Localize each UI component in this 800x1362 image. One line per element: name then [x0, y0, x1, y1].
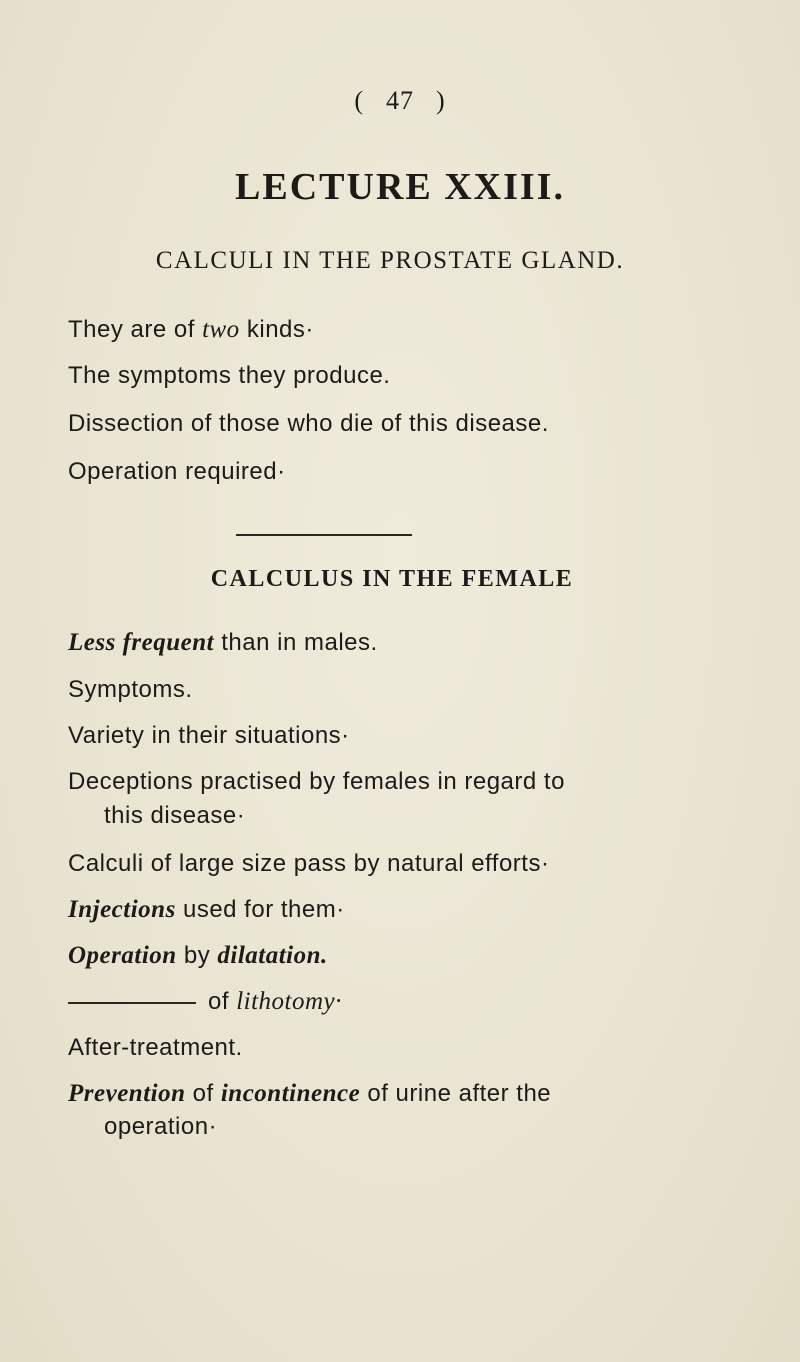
- page-number: ( 47 ): [354, 86, 446, 115]
- topic-line: Deceptions practised by females in regard to: [68, 768, 565, 795]
- topic-line: Prevention of incontinence of urine after the: [68, 1080, 552, 1107]
- topic-line: Less frequent than in males.: [68, 629, 378, 656]
- ditto-dash: [68, 1002, 196, 1004]
- section-divider: [236, 534, 412, 536]
- section-heading-prostate: CALCULI IN THE PROSTATE GLAND.: [155, 247, 625, 274]
- topic-line: Variety in their situations·: [68, 722, 350, 749]
- topic-line: Symptoms.: [68, 676, 193, 703]
- topic-line: Injections used for them·: [68, 896, 345, 923]
- section-heading-female: CALCULUS IN THE FEMALE: [210, 566, 574, 592]
- topic-line: Operation required·: [68, 458, 286, 485]
- topic-line: The symptoms they produce.: [68, 362, 391, 389]
- topic-line-continuation: this disease·: [104, 802, 246, 829]
- topic-line: After-treatment.: [68, 1034, 243, 1061]
- topic-line: Operation by dilatation.: [68, 942, 328, 969]
- topic-line-continuation: operation·: [104, 1113, 218, 1140]
- topic-line: They are of two kinds·: [68, 316, 314, 343]
- topic-line: Calculi of large size pass by natural efforts·: [68, 850, 550, 877]
- topic-line: of lithotomy·: [68, 988, 342, 1016]
- lecture-title: LECTURE XXIII.: [235, 166, 565, 208]
- topic-line: Dissection of those who die of this disease.: [68, 410, 549, 437]
